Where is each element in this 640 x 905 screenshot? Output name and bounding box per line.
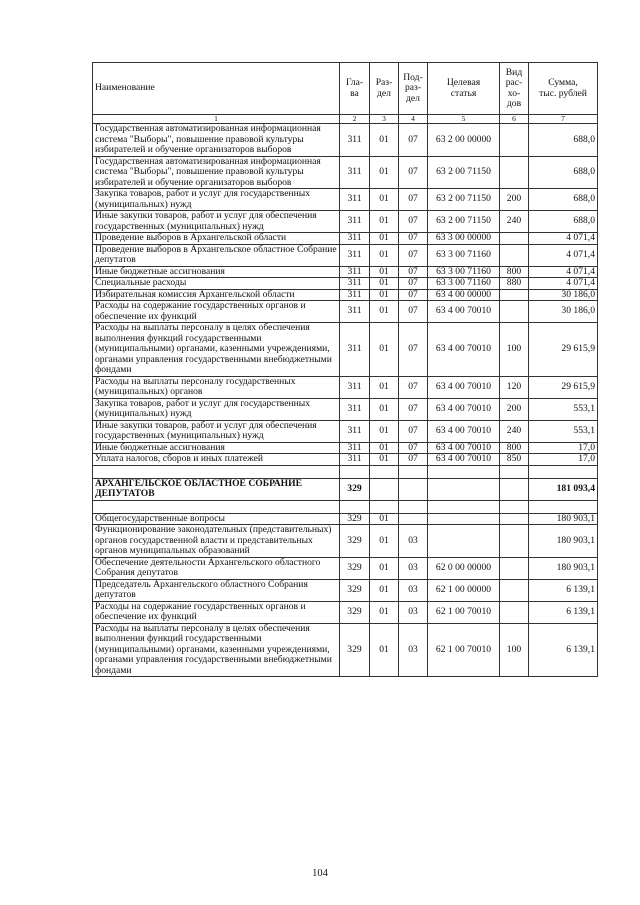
cell-razdel: 01 (370, 623, 399, 677)
cell-glava: 329 (340, 557, 370, 579)
cell-glava: 311 (340, 278, 370, 290)
cell-podrazdel: 07 (399, 266, 428, 278)
cell-summa: 181 093,4 (529, 478, 598, 500)
cell-razdel: 01 (370, 266, 399, 278)
header-celevaya: Целевая статья (428, 63, 500, 115)
cell-summa: 4 071,4 (529, 266, 598, 278)
cell-razdel: 01 (370, 579, 399, 601)
cell-celevaya: 62 1 00 70010 (428, 601, 500, 623)
cell-name: Председатель Архангельского областного Собрания депутатов (93, 579, 340, 601)
cell-podrazdel: 03 (399, 525, 428, 558)
cell-glava: 311 (340, 454, 370, 466)
header-razdel: Раз- дел (370, 63, 399, 115)
cell-vid: 800 (500, 266, 529, 278)
table-row (93, 623, 598, 677)
cell-glava (340, 500, 370, 513)
cell-vid (500, 301, 529, 323)
cell-vid (500, 124, 529, 157)
cell-name: Расходы на содержание государственных органов и обеспечение их функций (93, 601, 340, 623)
cell-name: Избирательная комиссия Архангельской области (93, 289, 340, 301)
cell-celevaya: 63 3 00 00000 (428, 233, 500, 245)
cell-celevaya: 63 3 00 71160 (428, 278, 500, 290)
cell-podrazdel (399, 478, 428, 500)
cell-summa: 180 903,1 (529, 557, 598, 579)
header-vid: Вид рас- хо- дов (500, 63, 529, 115)
cell-celevaya: 63 4 00 70010 (428, 420, 500, 442)
cell-name: Закупка товаров, работ и услуг для государственных (муниципальных) нужд (93, 398, 340, 420)
colnum-5: 5 (428, 115, 500, 124)
table-row (93, 278, 598, 290)
cell-celevaya: 63 3 00 71160 (428, 244, 500, 266)
cell-celevaya: 63 4 00 70010 (428, 454, 500, 466)
table-row (93, 478, 598, 500)
cell-glava: 311 (340, 233, 370, 245)
cell-glava: 311 (340, 323, 370, 377)
cell-summa: 180 903,1 (529, 513, 598, 525)
cell-celevaya (428, 478, 500, 500)
table-row (93, 513, 598, 525)
cell-vid: 240 (500, 420, 529, 442)
cell-glava: 329 (340, 478, 370, 500)
cell-razdel: 01 (370, 601, 399, 623)
table-row (93, 420, 598, 442)
table-row (93, 323, 598, 377)
cell-podrazdel: 03 (399, 623, 428, 677)
header-summa: Сумма, тыс. рублей (529, 63, 598, 115)
table-row (93, 211, 598, 233)
cell-summa: 29 615,9 (529, 376, 598, 398)
cell-name: Проведение выборов в Архангельское областное Собрание депутатов (93, 244, 340, 266)
cell-razdel: 01 (370, 398, 399, 420)
cell-summa: 6 139,1 (529, 623, 598, 677)
cell-podrazdel: 03 (399, 579, 428, 601)
cell-vid: 880 (500, 278, 529, 290)
header-name: Наименование (93, 63, 340, 115)
cell-summa: 4 071,4 (529, 278, 598, 290)
cell-vid (500, 525, 529, 558)
cell-celevaya: 62 1 00 00000 (428, 579, 500, 601)
cell-name: Расходы на выплаты персоналу государственных (муниципальных) органов (93, 376, 340, 398)
cell-summa (529, 465, 598, 478)
cell-summa: 4 071,4 (529, 244, 598, 266)
cell-podrazdel: 07 (399, 244, 428, 266)
cell-summa: 6 139,1 (529, 601, 598, 623)
table-row (93, 124, 598, 157)
table-row (93, 525, 598, 558)
cell-podrazdel: 07 (399, 420, 428, 442)
spacer-row (93, 465, 598, 478)
cell-vid: 240 (500, 211, 529, 233)
cell-razdel: 01 (370, 454, 399, 466)
cell-podrazdel: 07 (399, 233, 428, 245)
cell-razdel: 01 (370, 278, 399, 290)
header-podrazdel: Под- раз- дел (399, 63, 428, 115)
cell-celevaya: 63 4 00 70010 (428, 323, 500, 377)
cell-razdel: 01 (370, 376, 399, 398)
table-row (93, 442, 598, 454)
cell-vid: 100 (500, 323, 529, 377)
cell-name: Специальные расходы (93, 278, 340, 290)
cell-celevaya: 63 2 00 71150 (428, 211, 500, 233)
cell-vid (500, 465, 529, 478)
cell-glava: 311 (340, 124, 370, 157)
table-row (93, 557, 598, 579)
cell-podrazdel: 07 (399, 376, 428, 398)
cell-razdel: 01 (370, 525, 399, 558)
table-row (93, 579, 598, 601)
cell-summa: 553,1 (529, 398, 598, 420)
cell-razdel: 01 (370, 156, 399, 189)
table-header-row (93, 63, 598, 115)
colnum-1: 1 (93, 115, 340, 124)
cell-celevaya: 63 3 00 71160 (428, 266, 500, 278)
cell-razdel (370, 500, 399, 513)
table-body (93, 124, 598, 677)
cell-vid: 100 (500, 623, 529, 677)
cell-celevaya: 63 4 00 70010 (428, 376, 500, 398)
cell-summa: 4 071,4 (529, 233, 598, 245)
cell-name (93, 500, 340, 513)
cell-summa: 17,0 (529, 454, 598, 466)
table-row (93, 244, 598, 266)
colnum-2: 2 (340, 115, 370, 124)
cell-glava: 311 (340, 266, 370, 278)
cell-glava: 329 (340, 579, 370, 601)
cell-name: Функционирование законодательных (представительных) органов государственной власти и представительных органов муниципальных образований (93, 525, 340, 558)
cell-podrazdel: 07 (399, 189, 428, 211)
cell-podrazdel: 07 (399, 289, 428, 301)
cell-glava: 311 (340, 211, 370, 233)
colnum-6: 6 (500, 115, 529, 124)
cell-name (93, 465, 340, 478)
cell-glava: 311 (340, 301, 370, 323)
cell-glava: 329 (340, 623, 370, 677)
cell-name: Уплата налогов, сборов и иных платежей (93, 454, 340, 466)
cell-podrazdel: 07 (399, 124, 428, 157)
budget-table-page (92, 62, 595, 677)
table-row (93, 189, 598, 211)
cell-vid: 120 (500, 376, 529, 398)
cell-glava: 311 (340, 244, 370, 266)
cell-glava: 329 (340, 601, 370, 623)
cell-vid (500, 478, 529, 500)
cell-celevaya: 63 4 00 00000 (428, 289, 500, 301)
cell-glava (340, 465, 370, 478)
cell-name: Иные бюджетные ассигнования (93, 266, 340, 278)
table-row (93, 601, 598, 623)
cell-name: Расходы на выплаты персоналу в целях обеспечения выполнения функций государственными (муниципальными) органами, казенными учреждениями, органами управления государственными внебюджетными фондами (93, 623, 340, 677)
cell-name: Расходы на выплаты персоналу в целях обеспечения выполнения функций государственными (муниципальными) органами, казенными учреждениями, органами управления государственными внебюджетными фондами (93, 323, 340, 377)
budget-table (92, 62, 598, 677)
cell-name: Общегосударственные вопросы (93, 513, 340, 525)
cell-vid (500, 579, 529, 601)
cell-glava: 311 (340, 398, 370, 420)
header-glava: Гла- ва (340, 63, 370, 115)
colnum-3: 3 (370, 115, 399, 124)
cell-vid (500, 500, 529, 513)
cell-razdel: 01 (370, 289, 399, 301)
table-row (93, 289, 598, 301)
cell-podrazdel (399, 500, 428, 513)
cell-celevaya: 62 1 00 70010 (428, 623, 500, 677)
cell-podrazdel: 03 (399, 557, 428, 579)
colnum-4: 4 (399, 115, 428, 124)
table-row (93, 266, 598, 278)
cell-name: Иные закупки товаров, работ и услуг для обеспечения государственных (муниципальных) нужд (93, 420, 340, 442)
cell-celevaya (428, 513, 500, 525)
cell-podrazdel: 07 (399, 278, 428, 290)
cell-podrazdel: 07 (399, 156, 428, 189)
cell-name: Государственная автоматизированная информационная система "Выборы", повышение правовой культуры избирателей и обучение организаторов выборов (93, 156, 340, 189)
cell-name: Иные бюджетные ассигнования (93, 442, 340, 454)
cell-summa: 6 139,1 (529, 579, 598, 601)
cell-razdel: 01 (370, 233, 399, 245)
table-row (93, 398, 598, 420)
cell-name: Закупка товаров, работ и услуг для государственных (муниципальных) нужд (93, 189, 340, 211)
table-row (93, 233, 598, 245)
cell-summa: 688,0 (529, 124, 598, 157)
cell-vid (500, 513, 529, 525)
cell-summa: 17,0 (529, 442, 598, 454)
cell-celevaya: 63 2 00 71150 (428, 156, 500, 189)
cell-razdel (370, 465, 399, 478)
cell-vid (500, 289, 529, 301)
cell-glava: 311 (340, 442, 370, 454)
cell-vid (500, 601, 529, 623)
cell-razdel: 01 (370, 244, 399, 266)
cell-razdel: 01 (370, 557, 399, 579)
cell-celevaya: 63 4 00 70010 (428, 301, 500, 323)
cell-name: АРХАНГЕЛЬСКОЕ ОБЛАСТНОЕ СОБРАНИЕ ДЕПУТАТОВ (93, 478, 340, 500)
cell-name: Государственная автоматизированная информационная система "Выборы", повышение правовой культуры избирателей и обучение организаторов выборов (93, 124, 340, 157)
cell-vid: 200 (500, 189, 529, 211)
cell-vid (500, 156, 529, 189)
cell-name: Проведение выборов в Архангельской области (93, 233, 340, 245)
cell-celevaya: 63 4 00 70010 (428, 398, 500, 420)
cell-podrazdel: 03 (399, 601, 428, 623)
table-row (93, 376, 598, 398)
cell-podrazdel: 07 (399, 301, 428, 323)
cell-celevaya: 62 0 00 00000 (428, 557, 500, 579)
cell-glava: 329 (340, 525, 370, 558)
cell-summa: 30 186,0 (529, 301, 598, 323)
cell-razdel: 01 (370, 513, 399, 525)
cell-summa: 180 903,1 (529, 525, 598, 558)
cell-vid: 200 (500, 398, 529, 420)
cell-glava: 311 (340, 156, 370, 189)
cell-summa: 553,1 (529, 420, 598, 442)
cell-podrazdel: 07 (399, 323, 428, 377)
table-row (93, 454, 598, 466)
cell-razdel: 01 (370, 301, 399, 323)
cell-celevaya (428, 465, 500, 478)
cell-podrazdel: 07 (399, 454, 428, 466)
cell-razdel: 01 (370, 211, 399, 233)
cell-name: Иные закупки товаров, работ и услуг для обеспечения государственных (муниципальных) нужд (93, 211, 340, 233)
cell-summa: 688,0 (529, 156, 598, 189)
cell-celevaya: 63 2 00 00000 (428, 124, 500, 157)
cell-summa (529, 500, 598, 513)
cell-podrazdel: 07 (399, 211, 428, 233)
table-row (93, 156, 598, 189)
cell-glava: 329 (340, 513, 370, 525)
page-number: 104 (312, 868, 328, 879)
cell-podrazdel (399, 513, 428, 525)
cell-name: Расходы на содержание государственных органов и обеспечение их функций (93, 301, 340, 323)
cell-glava: 311 (340, 289, 370, 301)
cell-vid: 800 (500, 442, 529, 454)
cell-razdel (370, 478, 399, 500)
cell-summa: 688,0 (529, 189, 598, 211)
cell-celevaya: 63 4 00 70010 (428, 442, 500, 454)
cell-razdel: 01 (370, 442, 399, 454)
cell-podrazdel: 07 (399, 398, 428, 420)
cell-razdel: 01 (370, 323, 399, 377)
spacer-row (93, 500, 598, 513)
colnum-7: 7 (529, 115, 598, 124)
cell-vid (500, 557, 529, 579)
cell-glava: 311 (340, 189, 370, 211)
cell-celevaya: 63 2 00 71150 (428, 189, 500, 211)
cell-glava: 311 (340, 420, 370, 442)
cell-podrazdel (399, 465, 428, 478)
cell-razdel: 01 (370, 420, 399, 442)
cell-razdel: 01 (370, 124, 399, 157)
cell-name: Обеспечение деятельности Архангельского областного Собрания депутатов (93, 557, 340, 579)
cell-vid (500, 244, 529, 266)
cell-podrazdel: 07 (399, 442, 428, 454)
cell-summa: 29 615,9 (529, 323, 598, 377)
cell-razdel: 01 (370, 189, 399, 211)
cell-summa: 30 186,0 (529, 289, 598, 301)
cell-celevaya (428, 525, 500, 558)
cell-glava: 311 (340, 376, 370, 398)
cell-summa: 688,0 (529, 211, 598, 233)
cell-celevaya (428, 500, 500, 513)
cell-vid (500, 233, 529, 245)
table-row (93, 301, 598, 323)
cell-vid: 850 (500, 454, 529, 466)
